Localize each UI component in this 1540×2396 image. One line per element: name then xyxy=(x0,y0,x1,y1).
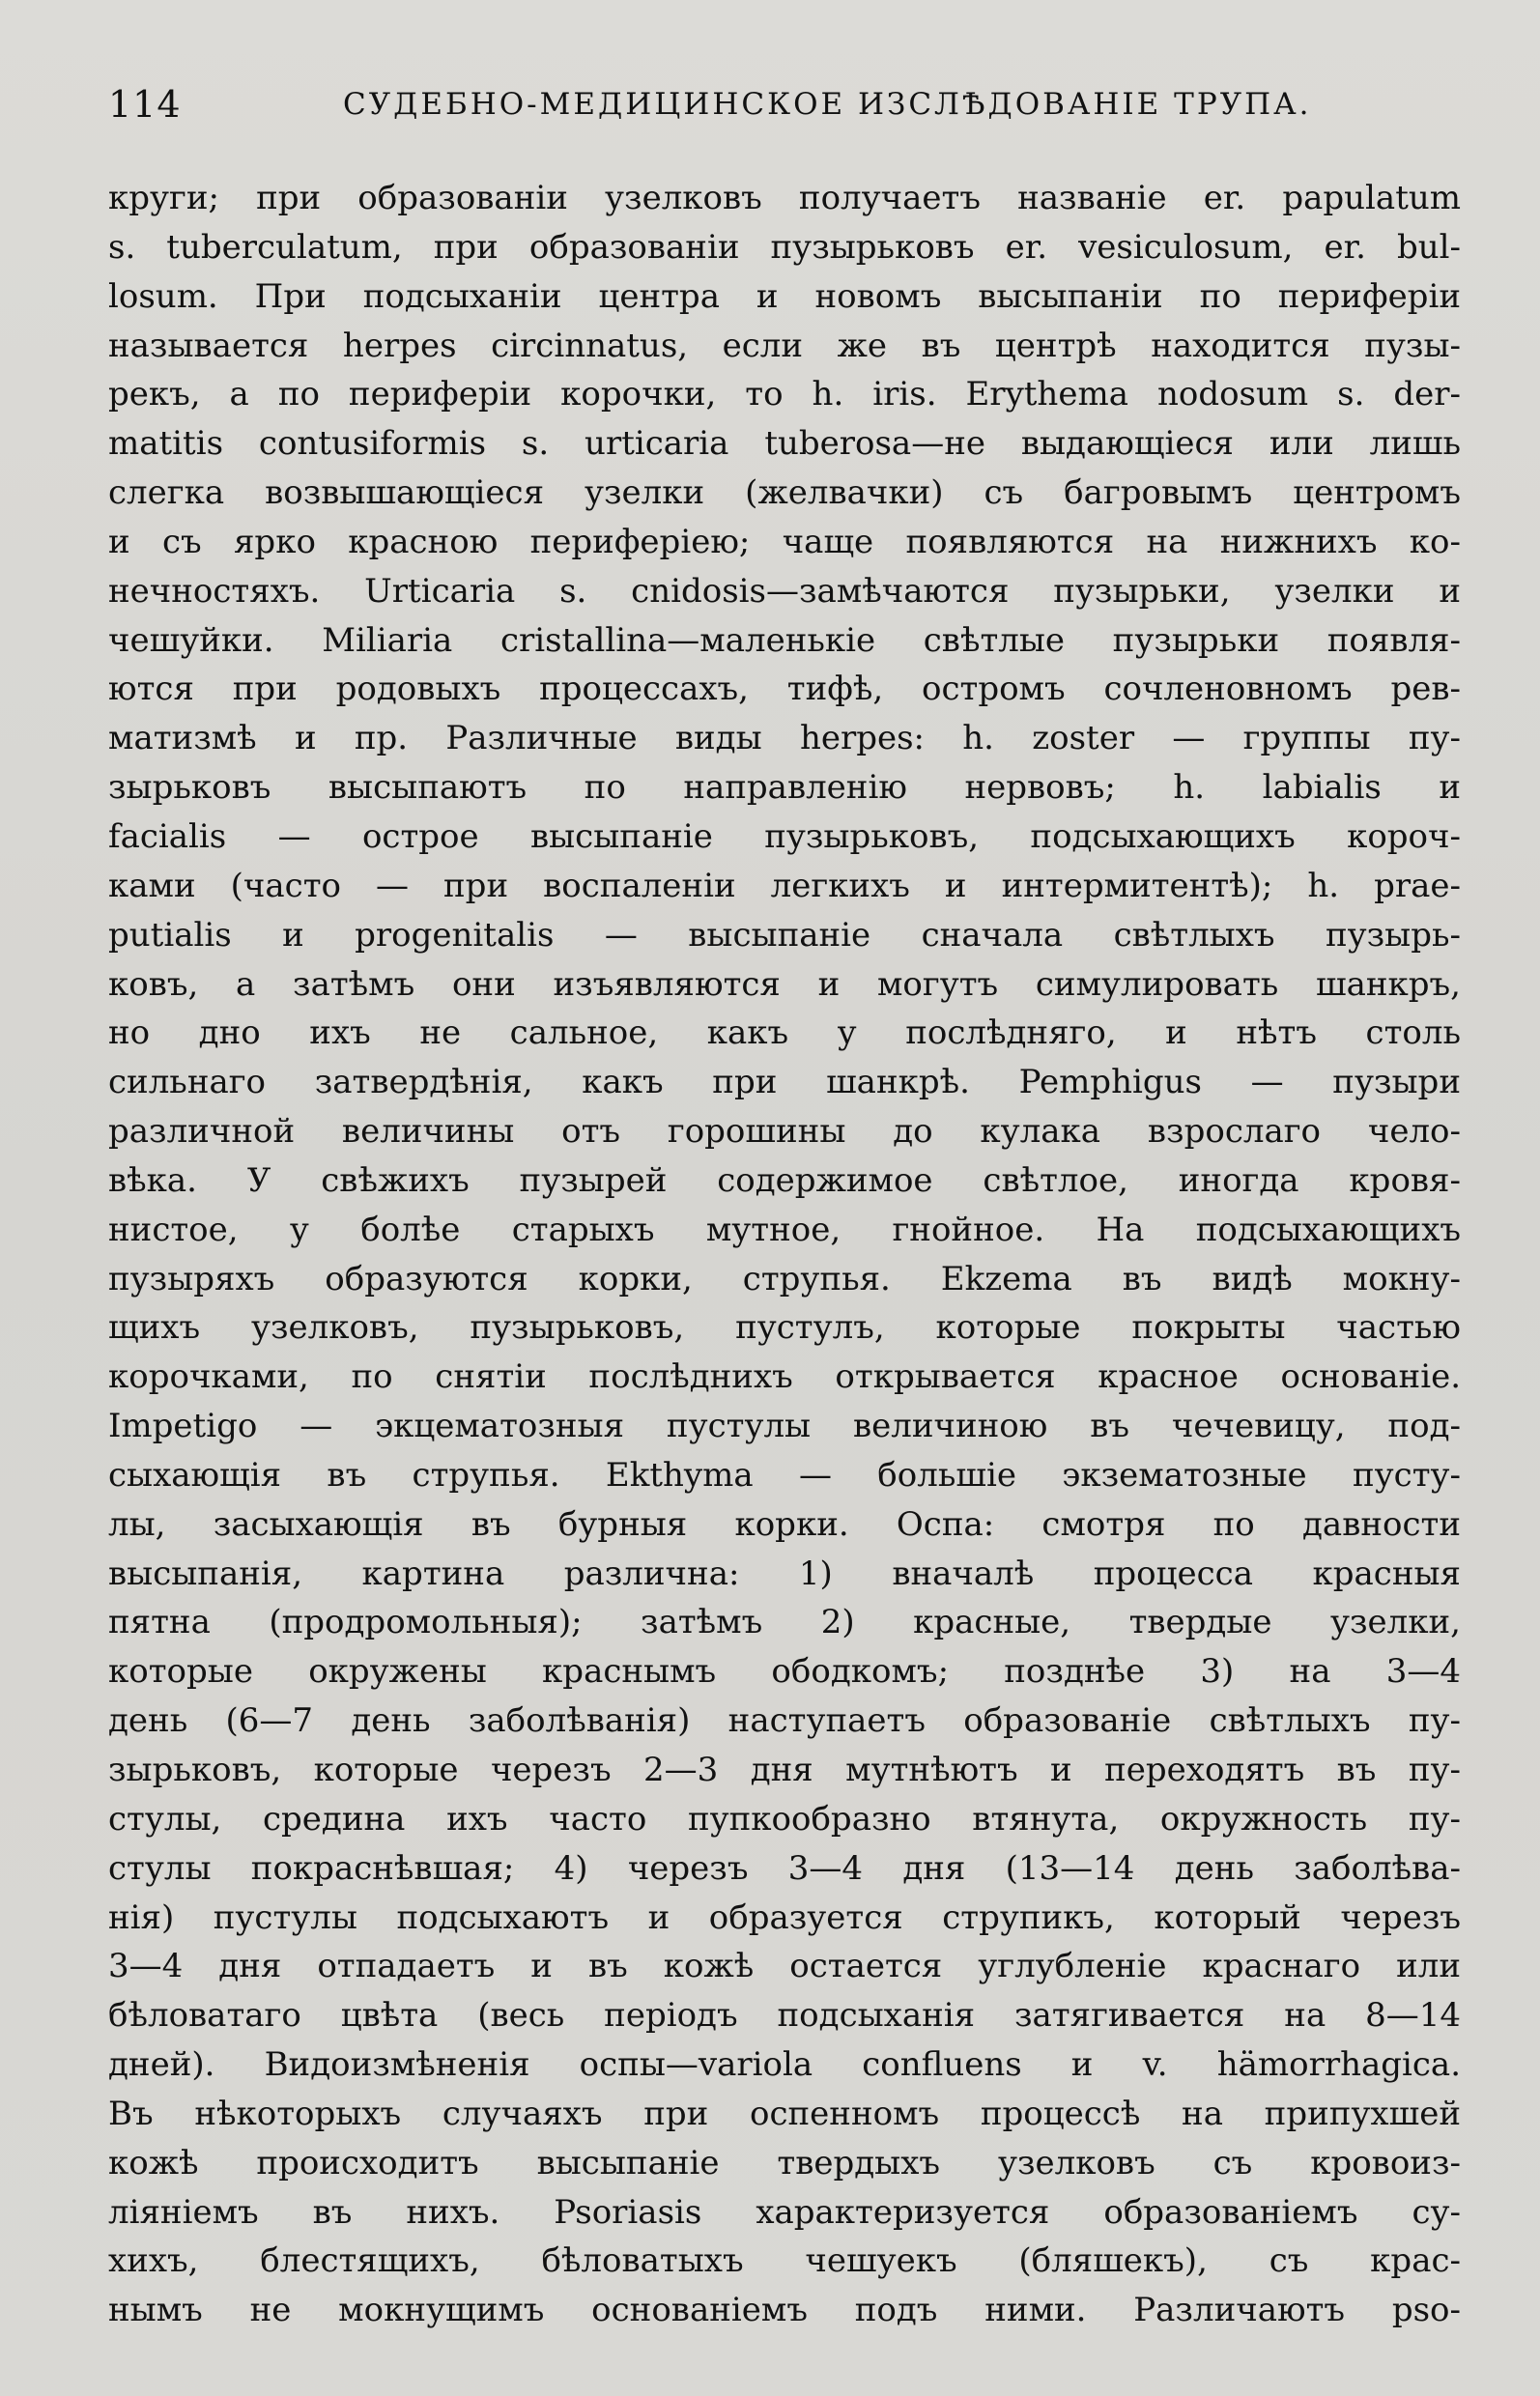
text-line: facialis — острое высыпаніе пузырьковъ, подсыхающихъ короч- xyxy=(108,816,1461,856)
text-line: кожѣ происходитъ высыпаніе твердыхъ узелковъ съ кровоиз- xyxy=(108,2143,1461,2182)
text-line: ками (часто — при воспаленіи легкихъ и интермитентѣ); h. prae- xyxy=(108,866,1461,905)
text-line: стулы покраснѣвшая; 4) черезъ 3—4 дня (13—14 день заболѣва- xyxy=(108,1848,1461,1888)
text-line: которые окружены краснымъ ободкомъ; позднѣе 3) на 3—4 xyxy=(108,1652,1461,1692)
text-line: 3—4 дня отпадаетъ и въ кожѣ остается углубленіе краснаго или xyxy=(108,1947,1461,1986)
text-line: называется herpes circinnatus, если же въ центрѣ находится пузы- xyxy=(108,326,1461,365)
text-line: рекъ, а по периферіи корочки, то h. iris. Erythema nodosum s. der- xyxy=(108,375,1461,414)
text-line: высыпанія, картина различна: 1) вначалѣ процесса красныя xyxy=(108,1554,1461,1593)
text-line: нія) пустулы подсыхаютъ и образуется струпикъ, который черезъ xyxy=(108,1897,1461,1937)
text-line: сыхающія въ струпья. Ekthyma — большіе экзематозные пусту- xyxy=(108,1455,1461,1495)
text-line: нымъ не мокнущимъ основаніемъ подъ ними. Различаютъ pso- xyxy=(108,2291,1461,2330)
running-title: СУДЕБНО-МЕДИЦИНСКОЕ ИЗСЛѢДОВАНІЕ ТРУПА. xyxy=(343,87,1312,122)
text-line: дней). Видоизмѣненія оспы—variola confluens и v. hämorrhagica. xyxy=(108,2045,1461,2085)
text-line: ліяніемъ въ нихъ. Psoriasis характеризуется образованіемъ су- xyxy=(108,2192,1461,2232)
text-line: s. tuberculatum, при образованіи пузырьковъ er. vesiculosum, er. bul- xyxy=(108,227,1461,267)
page-header xyxy=(108,83,1461,137)
text-line: Impetigo — экцематозныя пустулы величиною въ чечевицу, под- xyxy=(108,1407,1461,1446)
text-line: зырьковъ высыпаютъ по направленію нервовъ; h. labialis и xyxy=(108,768,1461,808)
text-line: день (6—7 день заболѣванія) наступаетъ образованіе свѣтлыхъ пу- xyxy=(108,1701,1461,1741)
body-text xyxy=(108,174,1461,2335)
text-line: вѣка. У свѣжихъ пузырей содержимое свѣтлое, иногда кровя- xyxy=(108,1160,1461,1200)
text-line: пузыряхъ образуются корки, струпья. Ekzema въ видѣ мокну- xyxy=(108,1259,1461,1298)
text-line: бѣловатаго цвѣта (весь періодъ подсыханія затягивается на 8—14 xyxy=(108,1996,1461,2036)
text-line: ковъ, а затѣмъ они изъявляются и могутъ симулировать шанкръ, xyxy=(108,964,1461,1004)
text-line: стулы, средина ихъ часто пупкообразно втянута, окружность пу- xyxy=(108,1799,1461,1839)
text-line: сильнаго затвердѣнія, какъ при шанкрѣ. Pemphigus — пузыри xyxy=(108,1063,1461,1102)
text-line: чешуйки. Miliaria cristallina—маленькіе свѣтлые пузырьки появля- xyxy=(108,620,1461,660)
text-line: ются при родовыхъ процессахъ, тифѣ, остромъ сочленовномъ рев- xyxy=(108,670,1461,709)
text-line: Въ нѣкоторыхъ случаяхъ при оспенномъ процессѣ на припухшей xyxy=(108,2094,1461,2133)
text-line: круги; при образованіи узелковъ получаетъ названіе er. papulatum xyxy=(108,179,1461,217)
text-line: пятна (продромольныя); затѣмъ 2) красные, твердые узелки, xyxy=(108,1603,1461,1642)
text-line: нистое, у болѣе старыхъ мутное, гнойное. На подсыхающихъ xyxy=(108,1210,1461,1249)
text-line: лы, засыхающія въ бурныя корки. Оспа: смотря по давности xyxy=(108,1504,1461,1544)
text-line: хихъ, блестящихъ, бѣловатыхъ чешуекъ (бляшекъ), съ крас- xyxy=(108,2241,1461,2281)
text-line: losum. При подсыханіи центра и новомъ высыпаніи по периферіи xyxy=(108,276,1461,316)
text-line: putialis и progenitalis — высыпаніе сначала свѣтлыхъ пузырь- xyxy=(108,915,1461,955)
text-line: слегка возвышающіеся узелки (желвачки) съ багровымъ центромъ xyxy=(108,473,1461,513)
text-line: различной величины отъ горошины до кулака взрослаго чело- xyxy=(108,1112,1461,1152)
text-line: щихъ узелковъ, пузырьковъ, пустулъ, которые покрыты частью xyxy=(108,1308,1461,1348)
text-line: но дно ихъ не сальное, какъ у послѣдняго, и нѣтъ столь xyxy=(108,1013,1461,1053)
text-line: корочками, по снятіи послѣднихъ открывается красное основаніе. xyxy=(108,1357,1461,1397)
text-line: matitis contusiformis s. urticaria tuberosa—не выдающіеся или лишь xyxy=(108,424,1461,464)
text-line: матизмѣ и пр. Различные виды herpes: h. zoster — группы пу- xyxy=(108,719,1461,758)
text-line: зырьковъ, которые черезъ 2—3 дня мутнѣютъ и переходятъ въ пу- xyxy=(108,1751,1461,1789)
text-line: нечностяхъ. Urticaria s. cnidosis—замѣчаются пузырьки, узелки и xyxy=(108,571,1461,611)
text-line: и съ ярко красною периферіею; чаще появляются на нижнихъ ко- xyxy=(108,522,1461,561)
page-number: 114 xyxy=(108,83,182,126)
